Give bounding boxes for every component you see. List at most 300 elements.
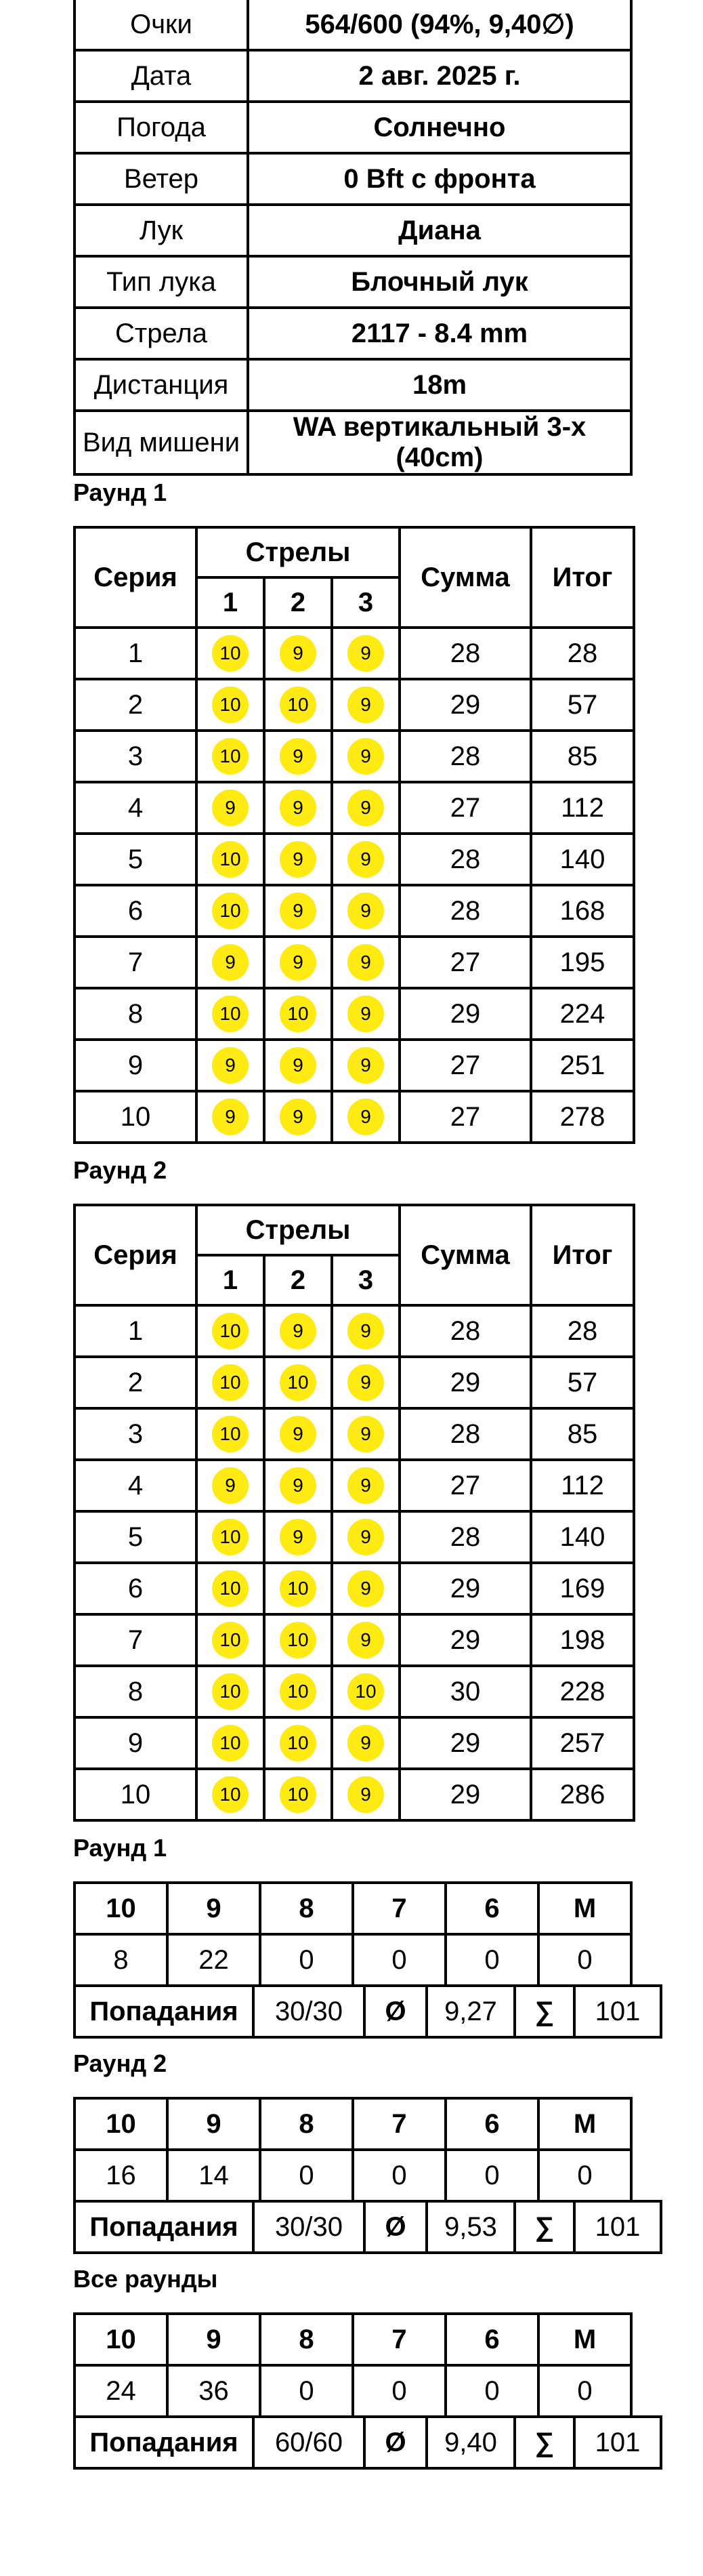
ring-count: 24 (74, 2365, 167, 2417)
series-sum: 29 (400, 1717, 531, 1769)
ring-count: 14 (167, 2150, 260, 2201)
arrow-2-header: 2 (264, 577, 332, 628)
arrow-score-badge: 9 (347, 1364, 384, 1401)
info-row (74, 256, 631, 308)
summary-header-row (74, 2098, 631, 2150)
arrow-cell (196, 782, 264, 834)
info-label: Дата (74, 50, 248, 102)
arrow-score-badge: 9 (347, 1467, 384, 1504)
arrow-cell (332, 885, 400, 937)
arrow-score-badge: 10 (280, 1622, 316, 1658)
arrow-score-badge: 10 (212, 1416, 249, 1452)
arrow-score-badge: 9 (347, 1725, 384, 1761)
sum-value: 101 (574, 1986, 661, 2037)
series-sum: 28 (400, 1305, 531, 1357)
average-value: 9,53 (427, 2201, 515, 2253)
series-total: 286 (531, 1769, 634, 1820)
series-sum: 27 (400, 937, 531, 988)
arrow-score-badge: 9 (212, 790, 249, 826)
arrow-cell (264, 628, 332, 679)
ring-count: 0 (538, 2365, 631, 2417)
arrow-score-badge: 9 (212, 1047, 249, 1084)
series-total: 140 (531, 834, 634, 885)
info-row (74, 50, 631, 102)
series-row (74, 1357, 634, 1408)
ring-header: 7 (353, 1883, 446, 1934)
total-header: Итог (531, 527, 634, 628)
ring-count: 8 (74, 1934, 167, 1986)
sum-header: Сумма (400, 527, 531, 628)
summary-stats-row (74, 2417, 661, 2468)
arrow-3-header: 3 (332, 1255, 400, 1305)
ring-header: 8 (260, 1883, 353, 1934)
series-row (74, 1614, 634, 1666)
arrow-cell (196, 1614, 264, 1666)
arrow-cell (196, 679, 264, 731)
ring-count: 0 (353, 2365, 446, 2417)
arrow-score-badge: 9 (347, 841, 384, 878)
info-label: Дистанция (74, 359, 248, 411)
arrow-score-badge: 9 (280, 790, 316, 826)
series-row (74, 679, 634, 731)
series-number: 8 (74, 1666, 196, 1717)
series-number: 8 (74, 988, 196, 1040)
arrow-2-header: 2 (264, 1255, 332, 1305)
series-sum: 29 (400, 988, 531, 1040)
info-row (74, 153, 631, 205)
info-value: 2 авг. 2025 г. (248, 50, 631, 102)
ring-header: 10 (74, 1883, 167, 1934)
series-sum: 28 (400, 1408, 531, 1460)
series-sum: 29 (400, 1614, 531, 1666)
summary-count-row (74, 2150, 631, 2201)
ring-header: 10 (74, 2314, 167, 2365)
arrow-score-badge: 9 (347, 1622, 384, 1658)
series-total: 257 (531, 1717, 634, 1769)
series-sum: 27 (400, 1460, 531, 1511)
series-row (74, 1769, 634, 1820)
series-number: 1 (74, 1305, 196, 1357)
arrow-cell (264, 937, 332, 988)
ring-header: 7 (353, 2314, 446, 2365)
info-label: Лук (74, 205, 248, 256)
arrow-score-badge: 9 (280, 1467, 316, 1504)
arrow-cell (332, 628, 400, 679)
ring-count: 0 (446, 2365, 538, 2417)
series-total: 57 (531, 1357, 634, 1408)
arrow-score-badge: 10 (280, 687, 316, 723)
arrow-cell (196, 1563, 264, 1614)
arrow-score-badge: 10 (212, 1776, 249, 1813)
summary-stats-row (74, 1986, 661, 2037)
arrow-cell (332, 1408, 400, 1460)
info-value: Диана (248, 205, 631, 256)
summary-round-1 (73, 1881, 641, 2039)
series-total: 251 (531, 1040, 634, 1091)
hits-label: Попадания (74, 1986, 253, 2037)
info-value: Солнечно (248, 102, 631, 153)
arrow-score-badge: 9 (347, 738, 384, 775)
series-number: 7 (74, 937, 196, 988)
average-icon: Ø (364, 1986, 427, 2037)
arrow-cell (196, 834, 264, 885)
arrow-score-badge: 9 (280, 1519, 316, 1555)
arrow-cell (264, 731, 332, 782)
arrow-cell (264, 1091, 332, 1143)
arrow-cell (332, 1717, 400, 1769)
arrow-cell (264, 1040, 332, 1091)
series-row (74, 988, 634, 1040)
average-icon: Ø (364, 2201, 427, 2253)
arrow-score-badge: 10 (212, 1673, 249, 1710)
sum-icon: ∑ (515, 2201, 574, 2253)
arrow-cell (332, 834, 400, 885)
sum-icon: ∑ (515, 2417, 574, 2468)
ring-count: 0 (260, 1934, 353, 1986)
arrow-score-badge: 9 (347, 635, 384, 672)
series-number: 2 (74, 679, 196, 731)
hits-label: Попадания (74, 2201, 253, 2253)
round-2-title: Раунд 2 (73, 1156, 167, 1184)
series-number: 9 (74, 1717, 196, 1769)
arrow-cell (264, 1717, 332, 1769)
arrow-score-badge: 9 (280, 944, 316, 981)
series-sum: 30 (400, 1666, 531, 1717)
arrow-1-header: 1 (196, 577, 264, 628)
ring-header: 9 (167, 1883, 260, 1934)
arrow-cell (264, 679, 332, 731)
arrow-score-badge: 9 (347, 790, 384, 826)
ring-count: 22 (167, 1934, 260, 1986)
arrow-score-badge: 10 (212, 841, 249, 878)
info-value: 0 Bft с фронта (248, 153, 631, 205)
arrow-score-badge: 10 (212, 738, 249, 775)
ring-count: 0 (260, 2365, 353, 2417)
arrow-score-badge: 9 (347, 893, 384, 929)
arrows-header: Стрелы (196, 527, 400, 577)
series-number: 3 (74, 731, 196, 782)
series-sum: 27 (400, 1091, 531, 1143)
series-total: 28 (531, 628, 634, 679)
arrow-cell (196, 628, 264, 679)
series-sum: 29 (400, 1769, 531, 1820)
series-number: 10 (74, 1769, 196, 1820)
arrow-score-badge: 9 (347, 1776, 384, 1813)
series-sum: 29 (400, 1357, 531, 1408)
arrow-cell (332, 679, 400, 731)
arrow-cell (264, 1563, 332, 1614)
series-header: Серия (74, 527, 196, 628)
ring-count: 0 (538, 2150, 631, 2201)
arrow-score-badge: 9 (280, 738, 316, 775)
arrow-score-badge: 9 (280, 1313, 316, 1349)
summary-stats-row (74, 2201, 661, 2253)
arrow-score-badge: 10 (280, 1776, 316, 1813)
arrow-score-badge: 9 (347, 1313, 384, 1349)
info-label: Тип лука (74, 256, 248, 308)
arrow-cell (332, 731, 400, 782)
arrow-score-badge: 10 (212, 1519, 249, 1555)
ring-header: 8 (260, 2314, 353, 2365)
info-label: Очки (74, 0, 248, 50)
arrows-header: Стрелы (196, 1205, 400, 1255)
arrow-score-badge: 10 (212, 996, 249, 1032)
series-number: 6 (74, 1563, 196, 1614)
ring-count: 16 (74, 2150, 167, 2201)
arrow-score-badge: 10 (212, 1313, 249, 1349)
info-row (74, 411, 631, 474)
arrow-score-badge: 9 (347, 1519, 384, 1555)
arrow-score-badge: 9 (280, 1416, 316, 1452)
arrow-cell (264, 782, 332, 834)
ring-count: 0 (353, 2150, 446, 2201)
ring-header: 6 (446, 1883, 538, 1934)
series-sum: 28 (400, 1511, 531, 1563)
arrow-score-badge: 10 (280, 1725, 316, 1761)
series-sum: 29 (400, 679, 531, 731)
arrow-cell (196, 1769, 264, 1820)
series-sum: 28 (400, 731, 531, 782)
arrow-score-badge: 10 (280, 1570, 316, 1607)
ring-header: 7 (353, 2098, 446, 2150)
series-row (74, 885, 634, 937)
info-label: Вид мишени (74, 411, 248, 474)
arrow-score-badge: 9 (212, 1099, 249, 1135)
hits-value: 30/30 (253, 1986, 364, 2037)
arrow-score-badge: 9 (347, 1047, 384, 1084)
arrow-cell (332, 782, 400, 834)
session-info-table (73, 0, 633, 476)
series-row (74, 1040, 634, 1091)
arrow-cell (264, 988, 332, 1040)
series-row (74, 1305, 634, 1357)
series-total: 28 (531, 1305, 634, 1357)
series-row (74, 1408, 634, 1460)
arrow-score-badge: 9 (212, 1467, 249, 1504)
series-sum: 28 (400, 834, 531, 885)
arrow-cell (332, 1305, 400, 1357)
arrow-score-badge: 10 (280, 1364, 316, 1401)
arrow-score-badge: 9 (347, 1416, 384, 1452)
summary-counts-table (73, 2097, 633, 2203)
sum-value: 101 (574, 2417, 661, 2468)
summary-count-row (74, 1934, 631, 1986)
series-sum: 29 (400, 1563, 531, 1614)
sum-value: 101 (574, 2201, 661, 2253)
series-total: 228 (531, 1666, 634, 1717)
arrow-cell (264, 1460, 332, 1511)
ring-header: 9 (167, 2314, 260, 2365)
arrow-cell (264, 1666, 332, 1717)
arrow-cell (332, 1357, 400, 1408)
series-total: 224 (531, 988, 634, 1040)
info-label: Погода (74, 102, 248, 153)
info-row (74, 359, 631, 411)
ring-count: 36 (167, 2365, 260, 2417)
series-number: 4 (74, 782, 196, 834)
summary-all-title: Все раунды (73, 2265, 218, 2293)
info-value: WA вертикальный 3-х (40cm) (248, 411, 631, 474)
series-number: 4 (74, 1460, 196, 1511)
arrow-score-badge: 10 (212, 635, 249, 672)
arrow-cell (196, 1717, 264, 1769)
arrow-score-badge: 9 (280, 1099, 316, 1135)
summary-stats-table (73, 1984, 662, 2039)
arrow-cell (196, 1511, 264, 1563)
arrow-score-badge: 9 (280, 1047, 316, 1084)
info-value: 2117 - 8.4 mm (248, 308, 631, 359)
arrow-cell (264, 885, 332, 937)
arrow-score-badge: 10 (212, 893, 249, 929)
arrow-score-badge: 9 (347, 944, 384, 981)
summary-header-row (74, 2314, 631, 2365)
summary-header-row (74, 1883, 631, 1934)
ring-count: 0 (260, 2150, 353, 2201)
series-row (74, 1717, 634, 1769)
arrow-score-badge: 10 (212, 1622, 249, 1658)
ring-header: 8 (260, 2098, 353, 2150)
arrow-cell (264, 1305, 332, 1357)
series-number: 5 (74, 834, 196, 885)
arrow-cell (332, 1460, 400, 1511)
ring-count: 0 (353, 1934, 446, 1986)
series-row (74, 1563, 634, 1614)
info-value: Блочный лук (248, 256, 631, 308)
series-row (74, 1666, 634, 1717)
info-row (74, 0, 631, 50)
info-row (74, 102, 631, 153)
info-value: 564/600 (94%, 9,40∅) (248, 0, 631, 50)
info-row (74, 308, 631, 359)
arrow-score-badge: 9 (280, 635, 316, 672)
round-1-table (73, 526, 635, 1144)
series-number: 10 (74, 1091, 196, 1143)
arrow-1-header: 1 (196, 1255, 264, 1305)
arrow-cell (196, 1408, 264, 1460)
series-row (74, 782, 634, 834)
summary-count-row (74, 2365, 631, 2417)
series-number: 2 (74, 1357, 196, 1408)
arrow-cell (196, 937, 264, 988)
series-sum: 27 (400, 1040, 531, 1091)
average-icon: Ø (364, 2417, 427, 2468)
arrow-cell (332, 1666, 400, 1717)
series-total: 57 (531, 679, 634, 731)
series-number: 7 (74, 1614, 196, 1666)
round-1-title: Раунд 1 (73, 478, 167, 506)
arrow-score-badge: 9 (280, 841, 316, 878)
ring-count: 0 (446, 2150, 538, 2201)
session-info (73, 0, 633, 476)
hits-value: 30/30 (253, 2201, 364, 2253)
ring-count: 0 (446, 1934, 538, 1986)
series-row (74, 628, 634, 679)
arrow-score-badge: 9 (347, 1099, 384, 1135)
ring-header: 9 (167, 2098, 260, 2150)
summary-round-2-title: Раунд 2 (73, 2049, 167, 2077)
arrow-cell (196, 988, 264, 1040)
info-value: 18m (248, 359, 631, 411)
series-sum: 28 (400, 885, 531, 937)
ring-header: 10 (74, 2098, 167, 2150)
total-header: Итог (531, 1205, 634, 1305)
summary-stats-table (73, 2415, 662, 2470)
series-number: 6 (74, 885, 196, 937)
arrow-cell (332, 937, 400, 988)
arrow-cell (264, 1614, 332, 1666)
info-label: Ветер (74, 153, 248, 205)
summary-round-1-title: Раунд 1 (73, 1834, 167, 1862)
series-number: 9 (74, 1040, 196, 1091)
arrow-cell (332, 988, 400, 1040)
arrow-cell (332, 1040, 400, 1091)
arrow-cell (196, 1666, 264, 1717)
arrow-cell (264, 1511, 332, 1563)
arrow-score-badge: 9 (347, 1570, 384, 1607)
arrow-cell (332, 1614, 400, 1666)
arrow-score-badge: 10 (212, 1725, 249, 1761)
summary-counts-table (73, 2312, 633, 2418)
sum-header: Сумма (400, 1205, 531, 1305)
arrow-cell (332, 1769, 400, 1820)
arrow-cell (332, 1511, 400, 1563)
series-row (74, 1091, 634, 1143)
series-header: Серия (74, 1205, 196, 1305)
arrow-cell (264, 834, 332, 885)
info-row (74, 205, 631, 256)
arrow-score-badge: 9 (347, 996, 384, 1032)
series-number: 3 (74, 1408, 196, 1460)
ring-header: M (538, 2314, 631, 2365)
arrow-score-badge: 9 (212, 944, 249, 981)
arrow-cell (332, 1091, 400, 1143)
arrow-cell (264, 1408, 332, 1460)
series-number: 5 (74, 1511, 196, 1563)
arrow-cell (196, 731, 264, 782)
arrow-score-badge: 10 (212, 1570, 249, 1607)
arrow-cell (196, 1040, 264, 1091)
series-total: 85 (531, 1408, 634, 1460)
round-1-scorecard (73, 526, 633, 1144)
series-row (74, 834, 634, 885)
hits-label: Попадания (74, 2417, 253, 2468)
arrow-cell (264, 1357, 332, 1408)
info-label: Стрела (74, 308, 248, 359)
series-total: 85 (531, 731, 634, 782)
summary-round-2 (73, 2097, 641, 2254)
round-2-table (73, 1204, 635, 1822)
average-value: 9,27 (427, 1986, 515, 2037)
average-value: 9,40 (427, 2417, 515, 2468)
series-total: 140 (531, 1511, 634, 1563)
ring-header: 6 (446, 2314, 538, 2365)
series-total: 195 (531, 937, 634, 988)
arrow-score-badge: 9 (280, 893, 316, 929)
arrow-cell (196, 1305, 264, 1357)
arrow-score-badge: 10 (280, 996, 316, 1032)
series-number: 1 (74, 628, 196, 679)
summary-counts-table (73, 1881, 633, 1987)
series-total: 278 (531, 1091, 634, 1143)
arrow-score-badge: 9 (347, 687, 384, 723)
series-total: 198 (531, 1614, 634, 1666)
series-sum: 28 (400, 628, 531, 679)
series-row (74, 731, 634, 782)
series-total: 169 (531, 1563, 634, 1614)
arrow-cell (264, 1769, 332, 1820)
sum-icon: ∑ (515, 1986, 574, 2037)
series-row (74, 1511, 634, 1563)
